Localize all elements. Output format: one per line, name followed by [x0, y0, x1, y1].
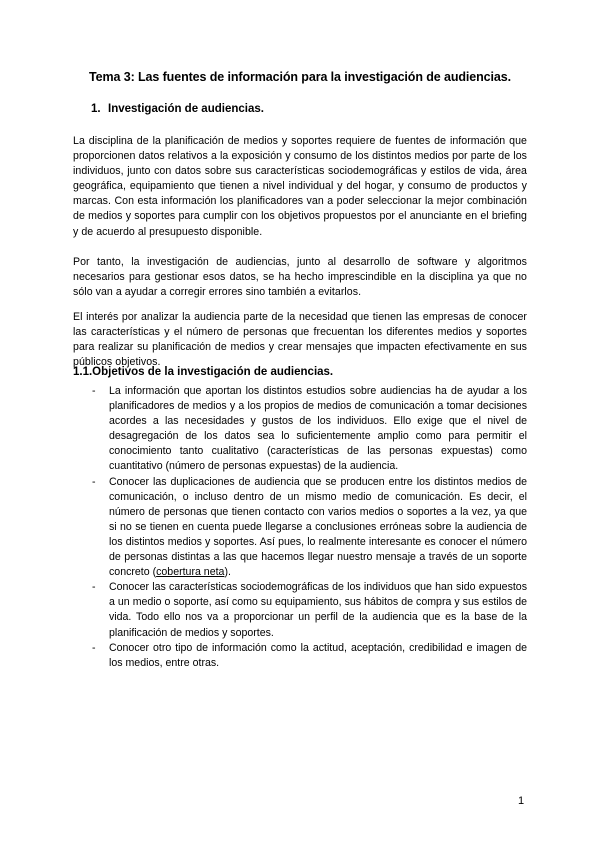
- paragraph-2: Por tanto, la investigación de audiencias, junto al desarrollo de software y algoritmos necesarios para gestionar esos datos, se ha hecho imprescindible en la disciplina ya que no sólo van a ayudar a corregir errores sino también a evitarlos.: [73, 256, 527, 299]
- list-item: [92, 384, 527, 475]
- bullet-marker: -: [92, 581, 96, 594]
- list-item-text-end: ).: [224, 566, 231, 579]
- list-item-text: Conocer otro tipo de información como la actitud, aceptación, credibilidad e imagen de los medios, entre otras.: [109, 641, 527, 669]
- list-item: [92, 580, 527, 640]
- bullet-marker: -: [92, 641, 96, 654]
- bullet-marker: -: [92, 475, 96, 488]
- list-item: [92, 475, 527, 581]
- section-heading: [91, 103, 264, 115]
- list-item-text: La información que aportan los distintos estudios sobre audiencias ha de ayudar a los planificadores de medios y a los propios de medios de comunicación a tomar decisiones acordes a las necesidades y gustos de los individuos. Ello exige que el nivel de desagregación de los datos sea lo suficientemente amplio como para permitir el conocimiento tanto cualitativo (características de las personas expuestas) como cuantitativo (número de personas expuestas) de la audiencia.: [109, 385, 527, 473]
- bullet-marker: -: [92, 385, 96, 397]
- list-item: [92, 641, 527, 671]
- page-number: 1: [518, 795, 525, 807]
- section-number: 1.: [91, 103, 101, 115]
- subsection-heading: 1.1.Objetivos de la investigación de audiencias.: [73, 366, 334, 378]
- paragraph-3: El interés por analizar la audiencia parte de la necesidad que tienen las empresas de conocer las características y el número de personas que frecuentan los diferentes medios y soportes para realizar su planificación de medios y crear mensajes que impacten efectivamente en sus públicos objetivos.: [73, 311, 527, 369]
- cobertura-neta-term: cobertura neta: [156, 566, 225, 579]
- list-item-text: Conocer las características sociodemográficas de los individuos que han sido expuestos a un medio o soporte, así como su equipamiento, sus hábitos de compra y sus estilos de vida. Todo ello nos va a proporcionar un perfil de la audiencia que es la base de la planificación de medios y soportes.: [109, 581, 527, 639]
- section-title: Investigación de audiencias.: [108, 103, 264, 115]
- paragraph-1: La disciplina de la planificación de medios y soportes requiere de fuentes de información que proporcionen datos relativos a la exposición y consumo de los distintos medios por parte de los individuos, junto con datos sobre sus características sociodemográficas y estilos de vida, área geográfica, equipamiento que tienen a nivel individual y del hogar, y consumo de productos y marcas. Con esta información los planificadores van a poder seleccionar la mejor combinación de medios y soportes para cumplir con los objetivos propuestos por el anunciante en el briefing y de acuerdo al presupuesto disponible.: [73, 135, 527, 238]
- document-title: Tema 3: Las fuentes de información para la investigación de audiencias.: [89, 70, 511, 84]
- objectives-list: [92, 384, 527, 671]
- list-item-text: Conocer las duplicaciones de audiencia que se producen entre los distintos medios de comunicación, o incluso dentro de un mismo medio de comunicación. Es decir, el número de personas que tienen contacto con varios medios o soportes a la vez, ya que si no se tienen en cuenta puede llegarse a conclusiones erróneas sobre la audiencia de los distintos medios y soportes. Así pues, lo realmente interesante es conocer el número de personas distintas a las que hacemos llegar nuestro mensaje a través de un soporte concreto (: [109, 475, 527, 579]
